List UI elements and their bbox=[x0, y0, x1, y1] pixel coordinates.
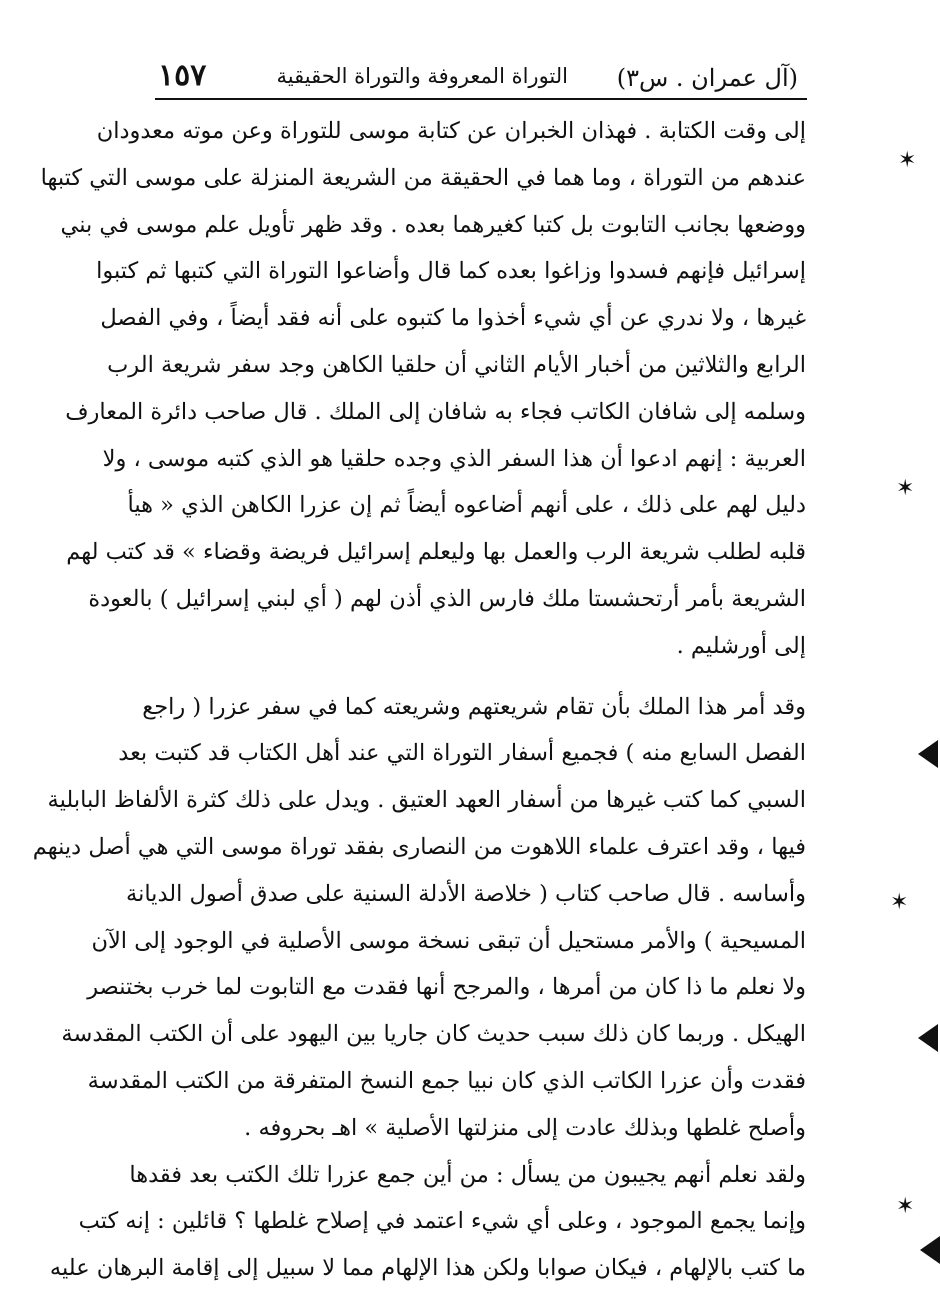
text-line: ولا نعلم ما ذا كان من أمرها ، والمرجح أنها فقدت مع التابوت لما خرب بختنصر bbox=[87, 974, 806, 1001]
text-line: فيها ، وقد اعترف علماء اللاهوت من النصارى بفقد توراة موسى التي هي أصل دينهم bbox=[32, 833, 806, 860]
text-line: الرابع والثلاثين من أخبار الأيام الثاني أن حلقيا الكاهن وجد سفر شريعة الرب bbox=[107, 351, 806, 378]
text-line: الفصل السابع منه ) فجميع أسفار التوراة التي عند أهل الكتاب قد كتبت بعد bbox=[118, 740, 806, 767]
margin-star-icon: ✶ bbox=[896, 1194, 915, 1219]
text-line: عندهم من التوراة ، وما هما في الحقيقة من الشريعة المنزلة على موسى التي كتبها bbox=[40, 164, 806, 191]
running-title: التوراة المعروفة والتوراة الحقيقية bbox=[276, 64, 568, 88]
text-line: دليل لهم على ذلك ، على أنهم أضاعوه أيضاً ثم إن عزرا الكاهن الذي « هيأ bbox=[127, 492, 806, 519]
margin-triangle-icon bbox=[920, 1236, 940, 1264]
margin-star-icon: ✶ bbox=[890, 890, 909, 915]
text-line: ما كتب بالإلهام ، فيكان صوابا ولكن هذا الإلهام مما لا سبيل إلى إقامة البرهان عليه bbox=[49, 1255, 806, 1282]
page-header bbox=[158, 58, 798, 98]
text-line: إسرائيل فإنهم فسدوا وزاغوا بعده كما قال وأضاعوا التوراة التي كتبها ثم كتبوا bbox=[96, 258, 806, 285]
text-line: قلبه لطلب شريعة الرب والعمل بها وليعلم إسرائيل فريضة وقضاء » قد كتب لهم bbox=[66, 539, 806, 566]
text-line: وإنما يجمع الموجود ، وعلى أي شيء اعتمد في إصلاح غلطها ؟ قائلين : إنه كتب bbox=[78, 1208, 806, 1235]
text-line: الشريعة بأمر أرتحشستا ملك فارس الذي أذن لهم ( أي لبني إسرائيل ) بالعودة bbox=[88, 585, 806, 612]
text-line: وقد أمر هذا الملك بأن تقام شريعتهم وشريعته كما في سفر عزرا ( راجع bbox=[142, 693, 806, 720]
text-line: وسلمه إلى شافان الكاتب فجاء به شافان إلى الملك . قال صاحب دائرة المعارف bbox=[65, 398, 806, 425]
margin-star-icon: ✶ bbox=[898, 148, 917, 173]
sura-reference: (آل عمران . س٣) bbox=[616, 64, 798, 92]
text-line: وأساسه . قال صاحب كتاب ( خلاصة الأدلة السنية على صدق أصول الديانة bbox=[126, 880, 806, 907]
header-rule bbox=[155, 98, 807, 100]
text-line: العربية : إنهم ادعوا أن هذا السفر الذي وجده حلقيا هو الذي كتبه موسى ، ولا bbox=[102, 445, 806, 472]
margin-triangle-icon bbox=[918, 740, 938, 768]
text-line: غيرها ، ولا ندري عن أي شيء أخذوا ما كتبوه على أنه فقد أيضاً ، وفي الفصل bbox=[100, 305, 806, 332]
text-line: المسيحية ) والأمر مستحيل أن تبقى نسخة موسى الأصلية في الوجود إلى الآن bbox=[91, 927, 806, 954]
body-text bbox=[32, 108, 806, 1292]
text-line: ولقد نعلم أنهم يجيبون من يسأل : من أين جمع عزرا تلك الكتب بعد فقدها bbox=[129, 1161, 806, 1188]
text-line: الهيكل . وربما كان ذلك سبب حديث كان جاريا بين اليهود على أن الكتب المقدسة bbox=[61, 1021, 806, 1048]
text-line: إلى أورشليم . bbox=[676, 632, 806, 659]
text-line: فقدت وأن عزرا الكاتب الذي كان نبيا جمع النسخ المتفرقة من الكتب المقدسة bbox=[87, 1067, 806, 1094]
text-line: وأصلح غلطها وبذلك عادت إلى منزلتها الأصلية » اهـ بحروفه . bbox=[244, 1114, 806, 1141]
page-number: ١٥٧ bbox=[158, 58, 207, 93]
text-line: السبي كما كتب غيرها من أسفار العهد العتيق . ويدل على ذلك كثرة الألفاظ البابلية bbox=[47, 787, 806, 814]
margin-star-icon: ✶ bbox=[896, 476, 915, 501]
margin-triangle-icon bbox=[918, 1024, 938, 1052]
text-line: ووضعها بجانب التابوت بل كتبا كغيرهما بعده . وقد ظهر تأويل علم موسى في بني bbox=[60, 211, 806, 238]
text-line: إلى وقت الكتابة . فهذان الخبران عن كتابة موسى للتوراة وعن موته معدودان bbox=[96, 118, 806, 144]
paragraph-gap bbox=[158, 670, 806, 684]
